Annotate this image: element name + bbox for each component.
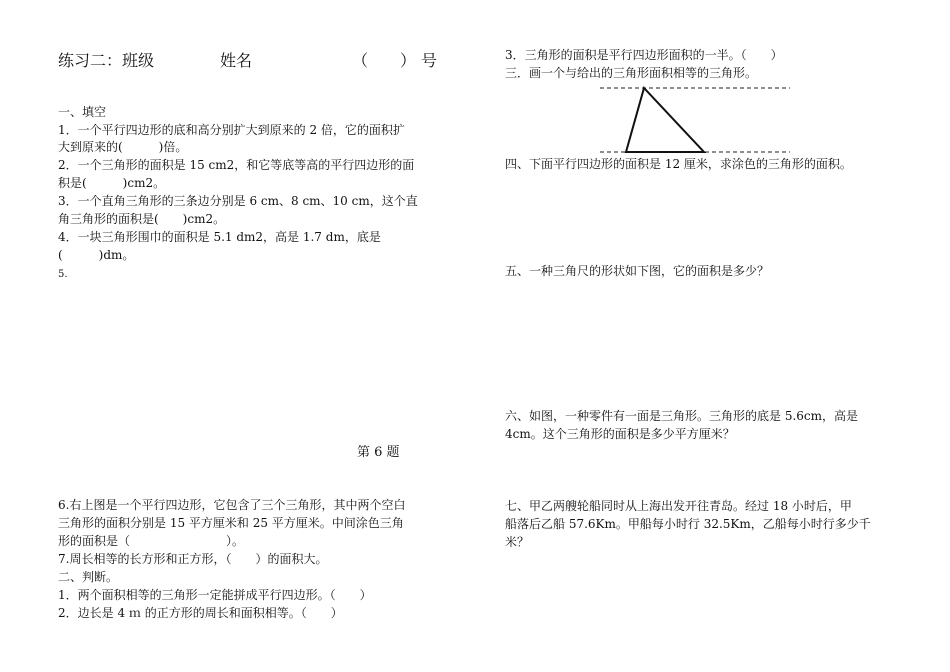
- question-6-line-2: 三角形的面积分别是 15 平方厘米和 25 平方厘米。中间涂色三角: [58, 516, 404, 530]
- question-4-line-1: 4．一块三角形围巾的面积是 5.1 dm2，高是 1.7 dm，底是: [58, 230, 381, 244]
- given-triangle: [626, 88, 704, 152]
- section-ships-line-3: 米？: [505, 535, 530, 549]
- section-set-square-text: 五、一种三角尺的形状如下图，它的面积是多少？: [505, 264, 770, 278]
- question-2-line-1: 2．一个三角形的面积是 15 cm2，和它等底等高的平行四边形的面: [58, 158, 415, 172]
- judge-1: 1．两个面积相等的三角形一定能拼成平行四边形。（ ）: [58, 588, 372, 602]
- judge-3: 3．三角形的面积是平行四边形面积的一半。（ ）: [505, 48, 783, 62]
- figure-caption: 第 6 题: [357, 445, 400, 460]
- section-part-line-2: 4cm。这个三角形的面积是多少平方厘米？: [505, 427, 735, 441]
- name-label: 姓名: [220, 51, 253, 70]
- section-ships-line-2: 船落后乙船 57.6Km。甲船每小时行 32.5Km，乙船每小时行多少千: [505, 517, 871, 531]
- question-6-line-1: 6.右上图是一个平行四边形，它包含了三个三角形，其中两个空白: [58, 498, 406, 512]
- section-fill-heading: 一、填空: [58, 105, 107, 119]
- seat-paren: （ ）: [352, 51, 417, 70]
- question-6-line-3: 形的面积是（ ）。: [58, 534, 245, 548]
- page-title: 练习二：班级: [58, 51, 155, 70]
- question-4-line-2: ( )dm。: [58, 248, 135, 262]
- question-7: 7.周长相等的长方形和正方形，（ ）的面积大。: [58, 552, 328, 566]
- section-part-line-1: 六、如图，一种零件有一面是三角形。三角形的底是 5.6cm，高是: [505, 409, 859, 423]
- question-3-line-1: 3．一个直角三角形的三条边分别是 6 cm、8 cm、10 cm，这个直: [58, 194, 418, 208]
- seat-suffix: 号: [421, 51, 438, 70]
- section-ships-line-1: 七、甲乙两艘轮船同时从上海出发开往青岛。经过 18 小时后，甲: [505, 499, 852, 513]
- question-3-line-2: 角三角形的面积是( )cm2。: [58, 212, 226, 226]
- question-5-number: 5.: [58, 269, 68, 280]
- section-draw-heading: 三．画一个与给出的三角形面积相等的三角形。: [505, 66, 758, 80]
- judge-2: 2．边长是 4 ｍ 的正方形的周长和面积相等。（ ）: [58, 606, 343, 620]
- triangle-figure: [600, 84, 794, 156]
- section-judge-heading: 二、判断。: [58, 570, 119, 584]
- question-1-line-2: 大到原来的( )倍。: [58, 140, 188, 154]
- question-1-line-1: 1．一个平行四边形的底和高分别扩大到原来的 2 倍，它的面积扩: [58, 123, 405, 137]
- section-parallelogram-text: 四、下面平行四边形的面积是 12 厘米，求涂色的三角形的面积。: [505, 157, 852, 171]
- question-2-line-2: 积是( )cm2。: [58, 176, 166, 190]
